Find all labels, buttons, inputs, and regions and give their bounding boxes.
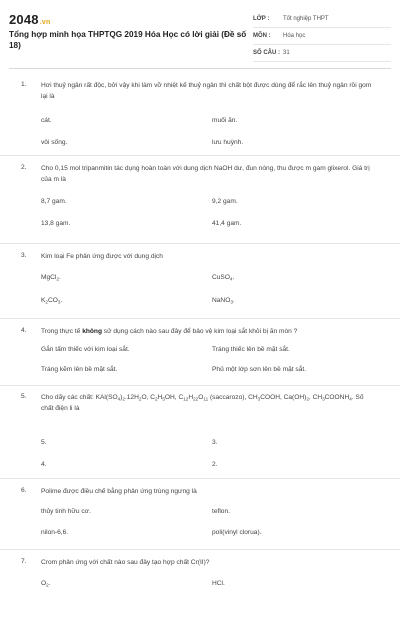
option-d[interactable]: lưu huỳnh. [212, 139, 244, 146]
question-text: Cho 0,15 mol tripanmitin tác dụng hoàn toàn với dung dịch NaOH dư, đun nóng, thu được m gam glixerol. Giá trị của m là [41, 165, 370, 183]
option-b[interactable]: 3. [212, 439, 218, 446]
meta-label: LỚP : [253, 16, 270, 22]
option-b[interactable]: 9,2 gam. [212, 198, 238, 205]
meta-row-class [253, 11, 391, 28]
option-c[interactable]: 13,8 gam. [41, 220, 71, 227]
option-a[interactable]: cát. [41, 117, 52, 124]
option-b[interactable]: muối ăn. [212, 117, 238, 124]
header-divider [9, 68, 391, 69]
option-b[interactable]: Tráng thiếc lên bề mặt sắt. [212, 346, 290, 353]
question-7 [0, 550, 400, 620]
question-list [0, 78, 400, 620]
document-meta [253, 11, 391, 62]
question-number: 7. [21, 558, 27, 565]
option-b[interactable]: HCl. [212, 580, 225, 587]
option-b[interactable]: CuSO$_4$. [212, 274, 235, 282]
question-number: 6. [21, 487, 27, 494]
meta-row-subject [253, 28, 391, 45]
question-number: 2. [21, 164, 27, 171]
option-d[interactable]: 2. [212, 461, 218, 468]
option-a[interactable]: $O_2$. [41, 580, 51, 588]
option-a[interactable]: MgCl$_2$. [41, 274, 61, 282]
document-title: Tổng hợp minh họa THPTQG 2019 Hóa Học có lời giải (Đề số 18) [9, 30, 247, 50]
option-d[interactable]: poli(vinyl clorua). [212, 529, 262, 536]
question-1 [0, 78, 400, 156]
question-3 [0, 244, 400, 319]
question-number: 5. [21, 393, 27, 400]
question-5 [0, 386, 400, 479]
meta-label: SỐ CÂU : [253, 50, 280, 56]
question-text: Polime được điều chế bằng phản ứng trùng ngưng là [41, 488, 197, 495]
meta-value: Tốt nghiệp THPT [283, 16, 329, 22]
option-c[interactable]: Tráng kẽm lên bề mặt sắt. [41, 366, 118, 373]
option-a[interactable]: thủy tinh hữu cơ. [41, 508, 91, 515]
question-text: Cho dãy các chất: $KAl(SO_4)_2.12H_2O$, $C_2H_5OH$, $C_{12}H_{22}O_{11}$ (saccarozo), $CH_3COOH$, $Ca(OH)_2$, $CH_3COONH_4$. Số chất điện li là [41, 394, 364, 412]
question-2 [0, 156, 400, 244]
meta-label: MÔN : [253, 33, 271, 39]
option-c[interactable]: $K_2CO_3$. [41, 297, 63, 305]
question-number: 3. [21, 252, 27, 259]
question-number: 1. [21, 81, 27, 88]
question-number: 4. [21, 327, 27, 334]
meta-row-count [253, 45, 391, 62]
option-c[interactable]: 4. [41, 461, 47, 468]
option-d[interactable]: 41,4 gam. [212, 220, 242, 227]
site-logo[interactable]: 2048.vn [9, 12, 51, 27]
option-a[interactable]: 5. [41, 439, 47, 446]
option-c[interactable]: vôi sống. [41, 139, 68, 146]
question-text: Kim loại Fe phản ứng được với dung dịch [41, 253, 163, 260]
meta-value: Hóa học [283, 33, 306, 39]
option-d[interactable]: NaNO$_3$. [212, 297, 235, 305]
question-6 [0, 479, 400, 550]
question-4 [0, 319, 400, 386]
meta-value: 31 [283, 50, 290, 56]
question-text: Trong thực tế không sử dụng cách nào sau đây để bảo vệ kim loại sắt khỏi bị ăn mòn ? [41, 328, 298, 335]
option-c[interactable]: nilon-6,6. [41, 529, 69, 536]
option-a[interactable]: Gắn tấm thiếc với kim loại sắt. [41, 346, 130, 353]
option-d[interactable]: Phủ một lớp sơn lên bề mặt sắt. [212, 366, 307, 373]
question-text: Crom phản ứng với chất nào sau đây tạo hợp chất Cr(II)? [41, 559, 210, 566]
option-b[interactable]: teflon. [212, 508, 230, 515]
question-text: Hơi thuỷ ngân rất độc, bởi vậy khi làm vỡ nhiệt kế thuỷ ngân thì chất bột được dùng để rắc lên thuỷ ngân rồi gom lại là [41, 82, 372, 100]
option-a[interactable]: 8,7 gam. [41, 198, 67, 205]
